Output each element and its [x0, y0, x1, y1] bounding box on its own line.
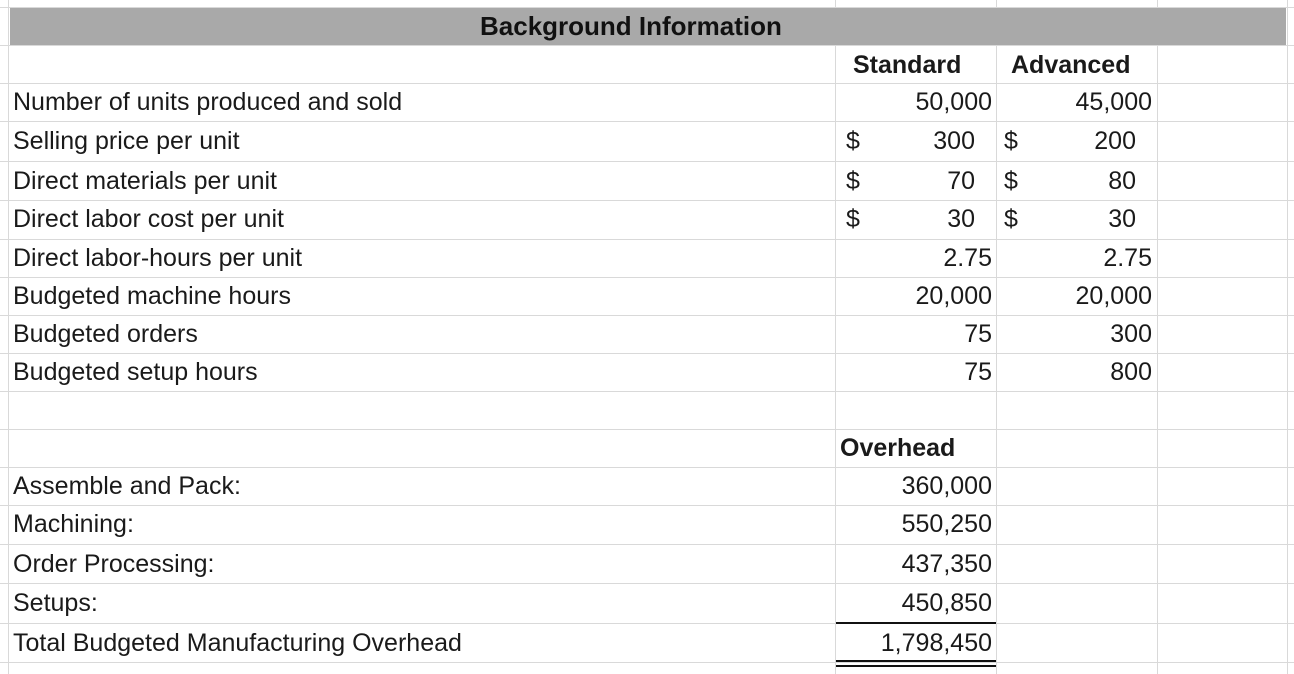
- overhead-label: Machining:: [13, 510, 134, 538]
- advanced-value: 2.75: [1103, 244, 1152, 272]
- advanced-value: 300: [1110, 320, 1152, 348]
- total-label: Total Budgeted Manufacturing Overhead: [13, 629, 462, 657]
- subtotal-underline: [836, 622, 996, 624]
- column-header-standard: Standard: [853, 51, 962, 79]
- advanced-value: 30: [1108, 205, 1136, 233]
- currency-symbol: $: [846, 127, 860, 155]
- total-value: 1,798,450: [880, 629, 992, 657]
- advanced-value: 20,000: [1075, 282, 1152, 310]
- grid-line: [0, 662, 1294, 663]
- row-label: Budgeted machine hours: [13, 282, 291, 310]
- grid-line: [1157, 0, 1158, 674]
- grid-line: [0, 583, 1294, 584]
- overhead-label: Assemble and Pack:: [13, 472, 241, 500]
- standard-value: 75: [964, 320, 992, 348]
- row-label: Budgeted orders: [13, 320, 198, 348]
- row-label: Direct labor cost per unit: [13, 205, 284, 233]
- grid-line: [0, 505, 1294, 506]
- grid-line: [0, 161, 1294, 162]
- total-double-underline: [836, 665, 996, 667]
- row-label: Direct labor-hours per unit: [13, 244, 303, 272]
- standard-value: 20,000: [915, 282, 992, 310]
- advanced-value: 80: [1108, 167, 1136, 195]
- row-label: Selling price per unit: [13, 127, 240, 155]
- column-header-advanced: Advanced: [1011, 51, 1131, 79]
- overhead-value: 360,000: [901, 472, 992, 500]
- standard-value: 300: [933, 127, 975, 155]
- row-label: Number of units produced and sold: [13, 88, 403, 116]
- currency-symbol: $: [846, 205, 860, 233]
- currency-symbol: $: [1004, 127, 1018, 155]
- grid-line: [0, 45, 1294, 46]
- sheet-title: Background Information: [480, 11, 782, 41]
- grid-line: [0, 623, 1294, 624]
- grid-line: [0, 429, 1294, 430]
- standard-value: 75: [964, 358, 992, 386]
- row-label: Budgeted setup hours: [13, 358, 258, 386]
- overhead-value: 450,850: [901, 589, 992, 617]
- advanced-value: 800: [1110, 358, 1152, 386]
- currency-symbol: $: [1004, 205, 1018, 233]
- currency-symbol: $: [1004, 167, 1018, 195]
- standard-value: 2.75: [943, 244, 992, 272]
- overhead-label: Order Processing:: [13, 550, 215, 578]
- grid-line: [0, 121, 1294, 122]
- currency-symbol: $: [846, 167, 860, 195]
- grid-line: [1287, 0, 1288, 674]
- standard-value: 50,000: [915, 88, 992, 116]
- grid-line: [8, 0, 9, 674]
- grid-line: [0, 544, 1294, 545]
- advanced-value: 45,000: [1075, 88, 1152, 116]
- overhead-value: 437,350: [901, 550, 992, 578]
- standard-value: 30: [947, 205, 975, 233]
- grid-line: [996, 0, 997, 674]
- overhead-label: Setups:: [13, 589, 98, 617]
- overhead-value: 550,250: [901, 510, 992, 538]
- advanced-value: 200: [1094, 127, 1136, 155]
- total-double-underline: [836, 660, 996, 662]
- grid-line: [0, 391, 1294, 392]
- row-label: Direct materials per unit: [13, 167, 277, 195]
- standard-value: 70: [947, 167, 975, 195]
- overhead-header: Overhead: [840, 434, 956, 462]
